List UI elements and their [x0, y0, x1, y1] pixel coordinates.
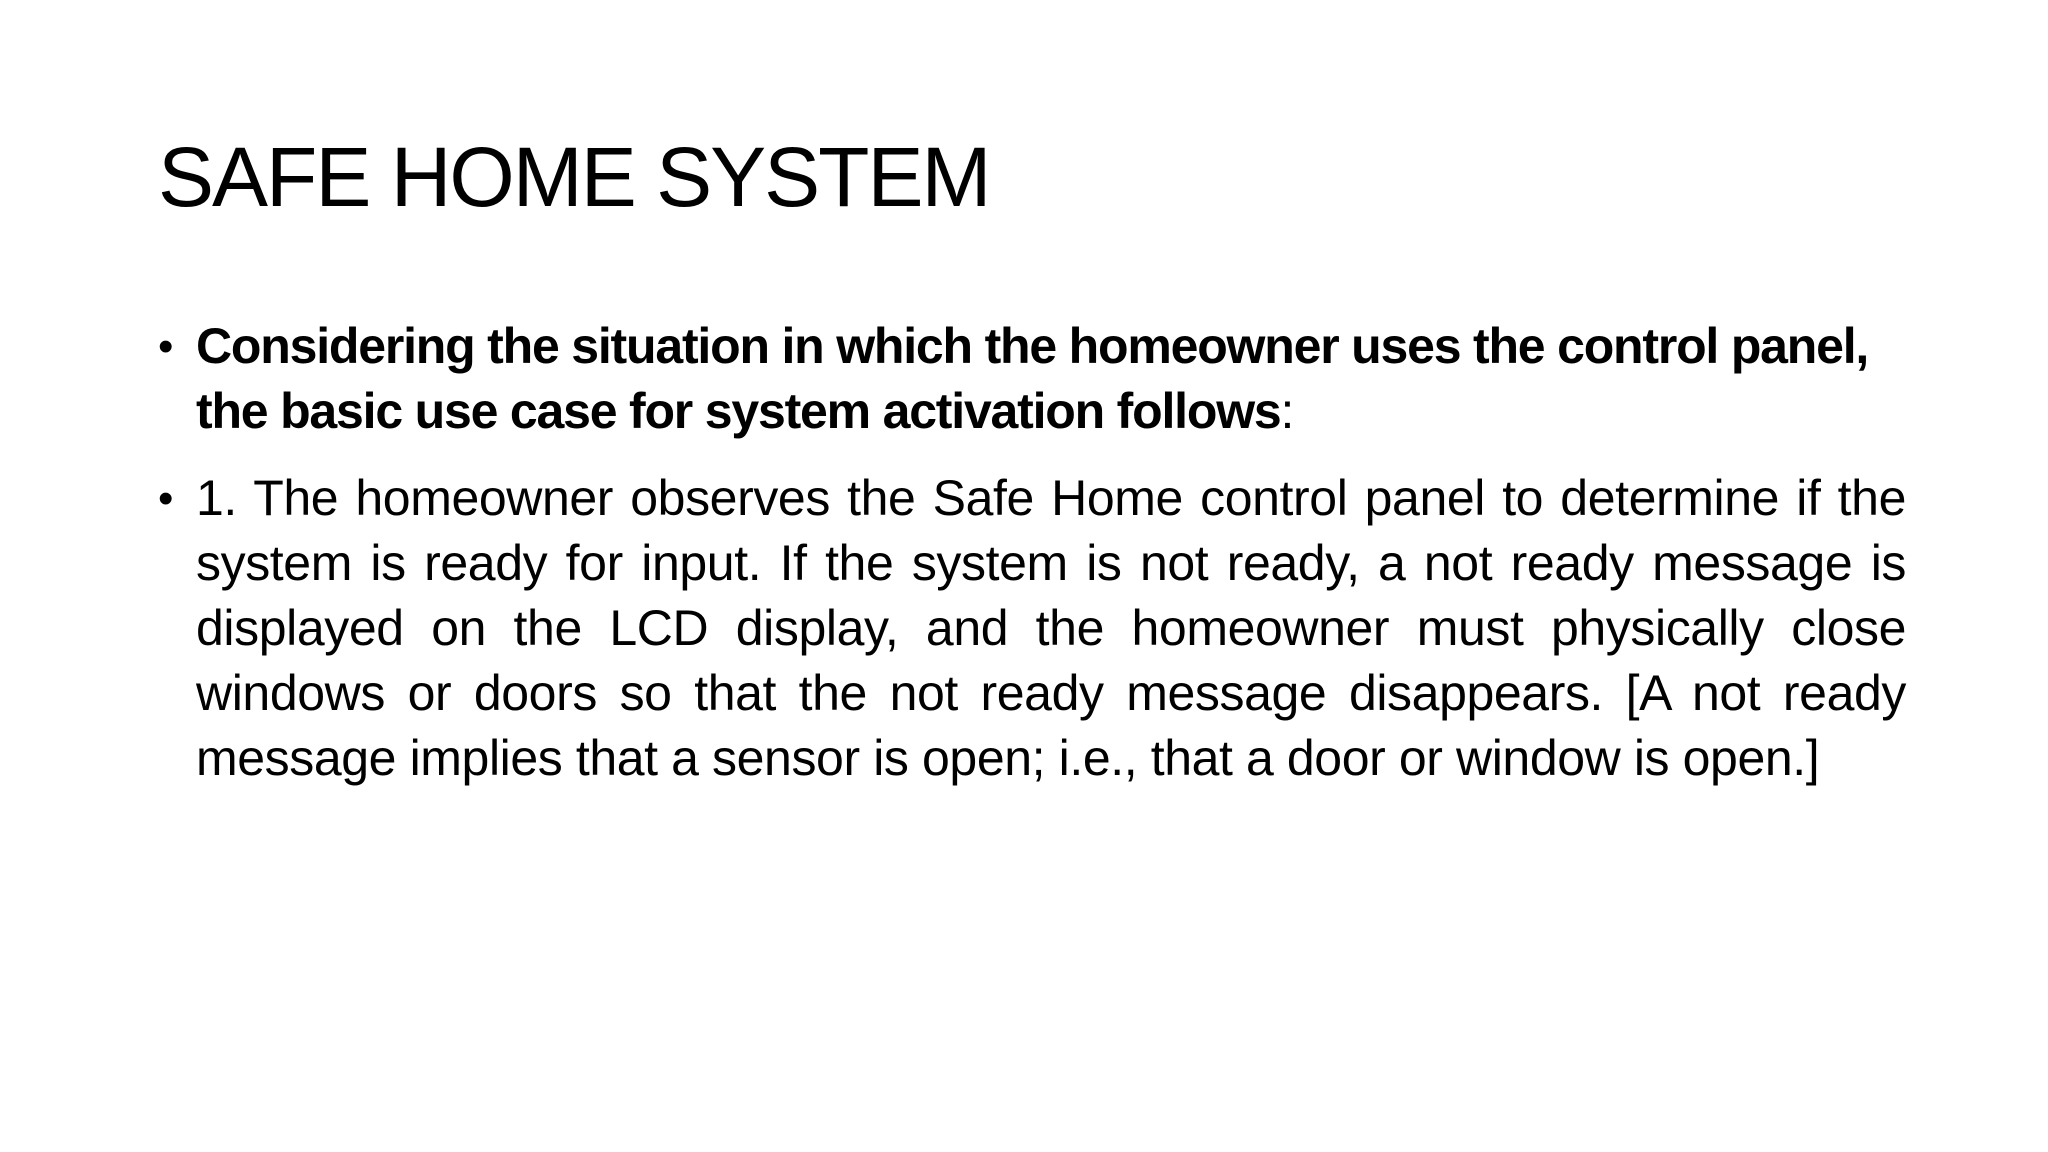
bullet-list: [158, 314, 1906, 791]
bullet-intro-bold-text: Considering the situation in which the homeowner uses the control panel, the basic use case for system activation follows: [196, 318, 1869, 439]
bullet-dot-icon: •: [158, 474, 174, 523]
bullet-item-step-1: [158, 466, 1906, 791]
bullet-dot-icon: •: [158, 322, 174, 371]
bullet-step-1-text: 1. The homeowner observes the Safe Home control panel to determine if the system is ready for input. If the system is not ready, a not ready message is displayed on the LCD display, and the homeowner must physically close windows or doors so that the not ready message disappears. [A not ready message implies that a sensor is open; i.e., that a door or window is open.]: [196, 470, 1906, 786]
slide-title: SAFE HOME SYSTEM: [158, 130, 990, 224]
bullet-item-intro: [158, 314, 1906, 444]
bullet-intro-suffix: :: [1280, 383, 1295, 439]
